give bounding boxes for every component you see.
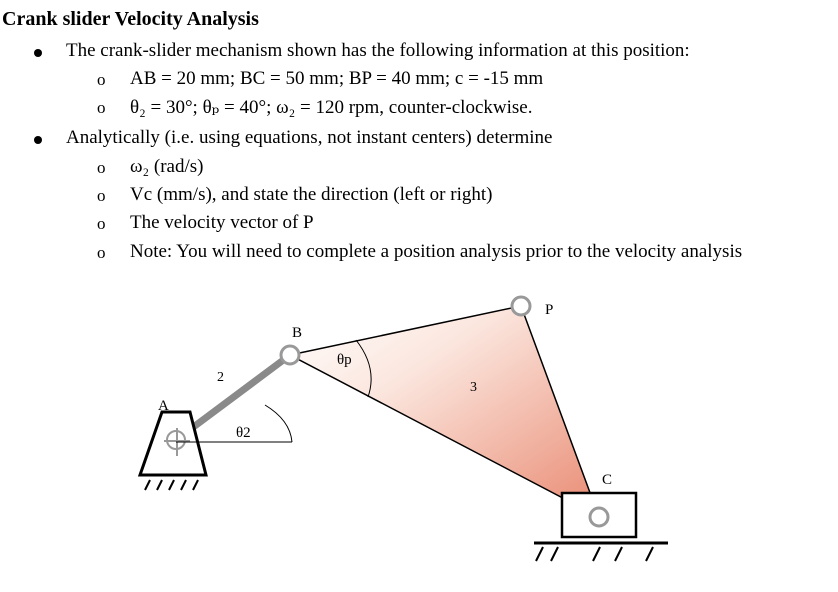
joint-b (281, 346, 299, 364)
sub-marker-2-1: o (97, 158, 106, 177)
label-link-3: 3 (470, 380, 477, 395)
bullet-2-text: Analytically (i.e. using equations, not instant centers) determine (66, 127, 553, 148)
task-omega2: ω₂ (rad/s) (130, 156, 204, 177)
sub-marker-2-2: o (97, 186, 106, 205)
label-link-2: 2 (217, 370, 224, 385)
task-note: Note: You will need to complete a position analysis prior to the velocity analysis (130, 241, 743, 262)
link-3-triangle (290, 306, 599, 517)
sub-marker-1-1: o (97, 70, 106, 89)
label-theta2: θ2 (236, 425, 251, 441)
theta2-arc (265, 405, 292, 442)
page-title: Crank slider Velocity Analysis (2, 8, 259, 30)
joint-p (512, 297, 530, 315)
slider-ground (534, 543, 668, 561)
label-b: B (292, 325, 303, 341)
given-lengths: AB = 20 mm; BC = 50 mm; BP = 40 mm; c = -15 mm (130, 68, 544, 89)
task-vp: The velocity vector of P (130, 212, 314, 233)
task-vc: Vc (mm/s), and state the direction (left or right) (130, 184, 493, 205)
sub-marker-2-3: o (97, 214, 106, 233)
joint-c (590, 508, 608, 526)
bullet-1-text: The crank-slider mechanism shown has the following information at this position: (66, 40, 690, 61)
label-a: A (158, 398, 169, 414)
label-p: P (545, 302, 554, 318)
label-thetap: θp (337, 352, 352, 368)
given-angles: θ₂ = 30°; θₚ = 40°; ω₂ = 120 rpm, counter-clockwise. (130, 97, 533, 118)
sub-marker-1-2: o (97, 98, 106, 117)
sub-marker-2-4: o (97, 243, 106, 262)
label-c: C (602, 472, 613, 488)
